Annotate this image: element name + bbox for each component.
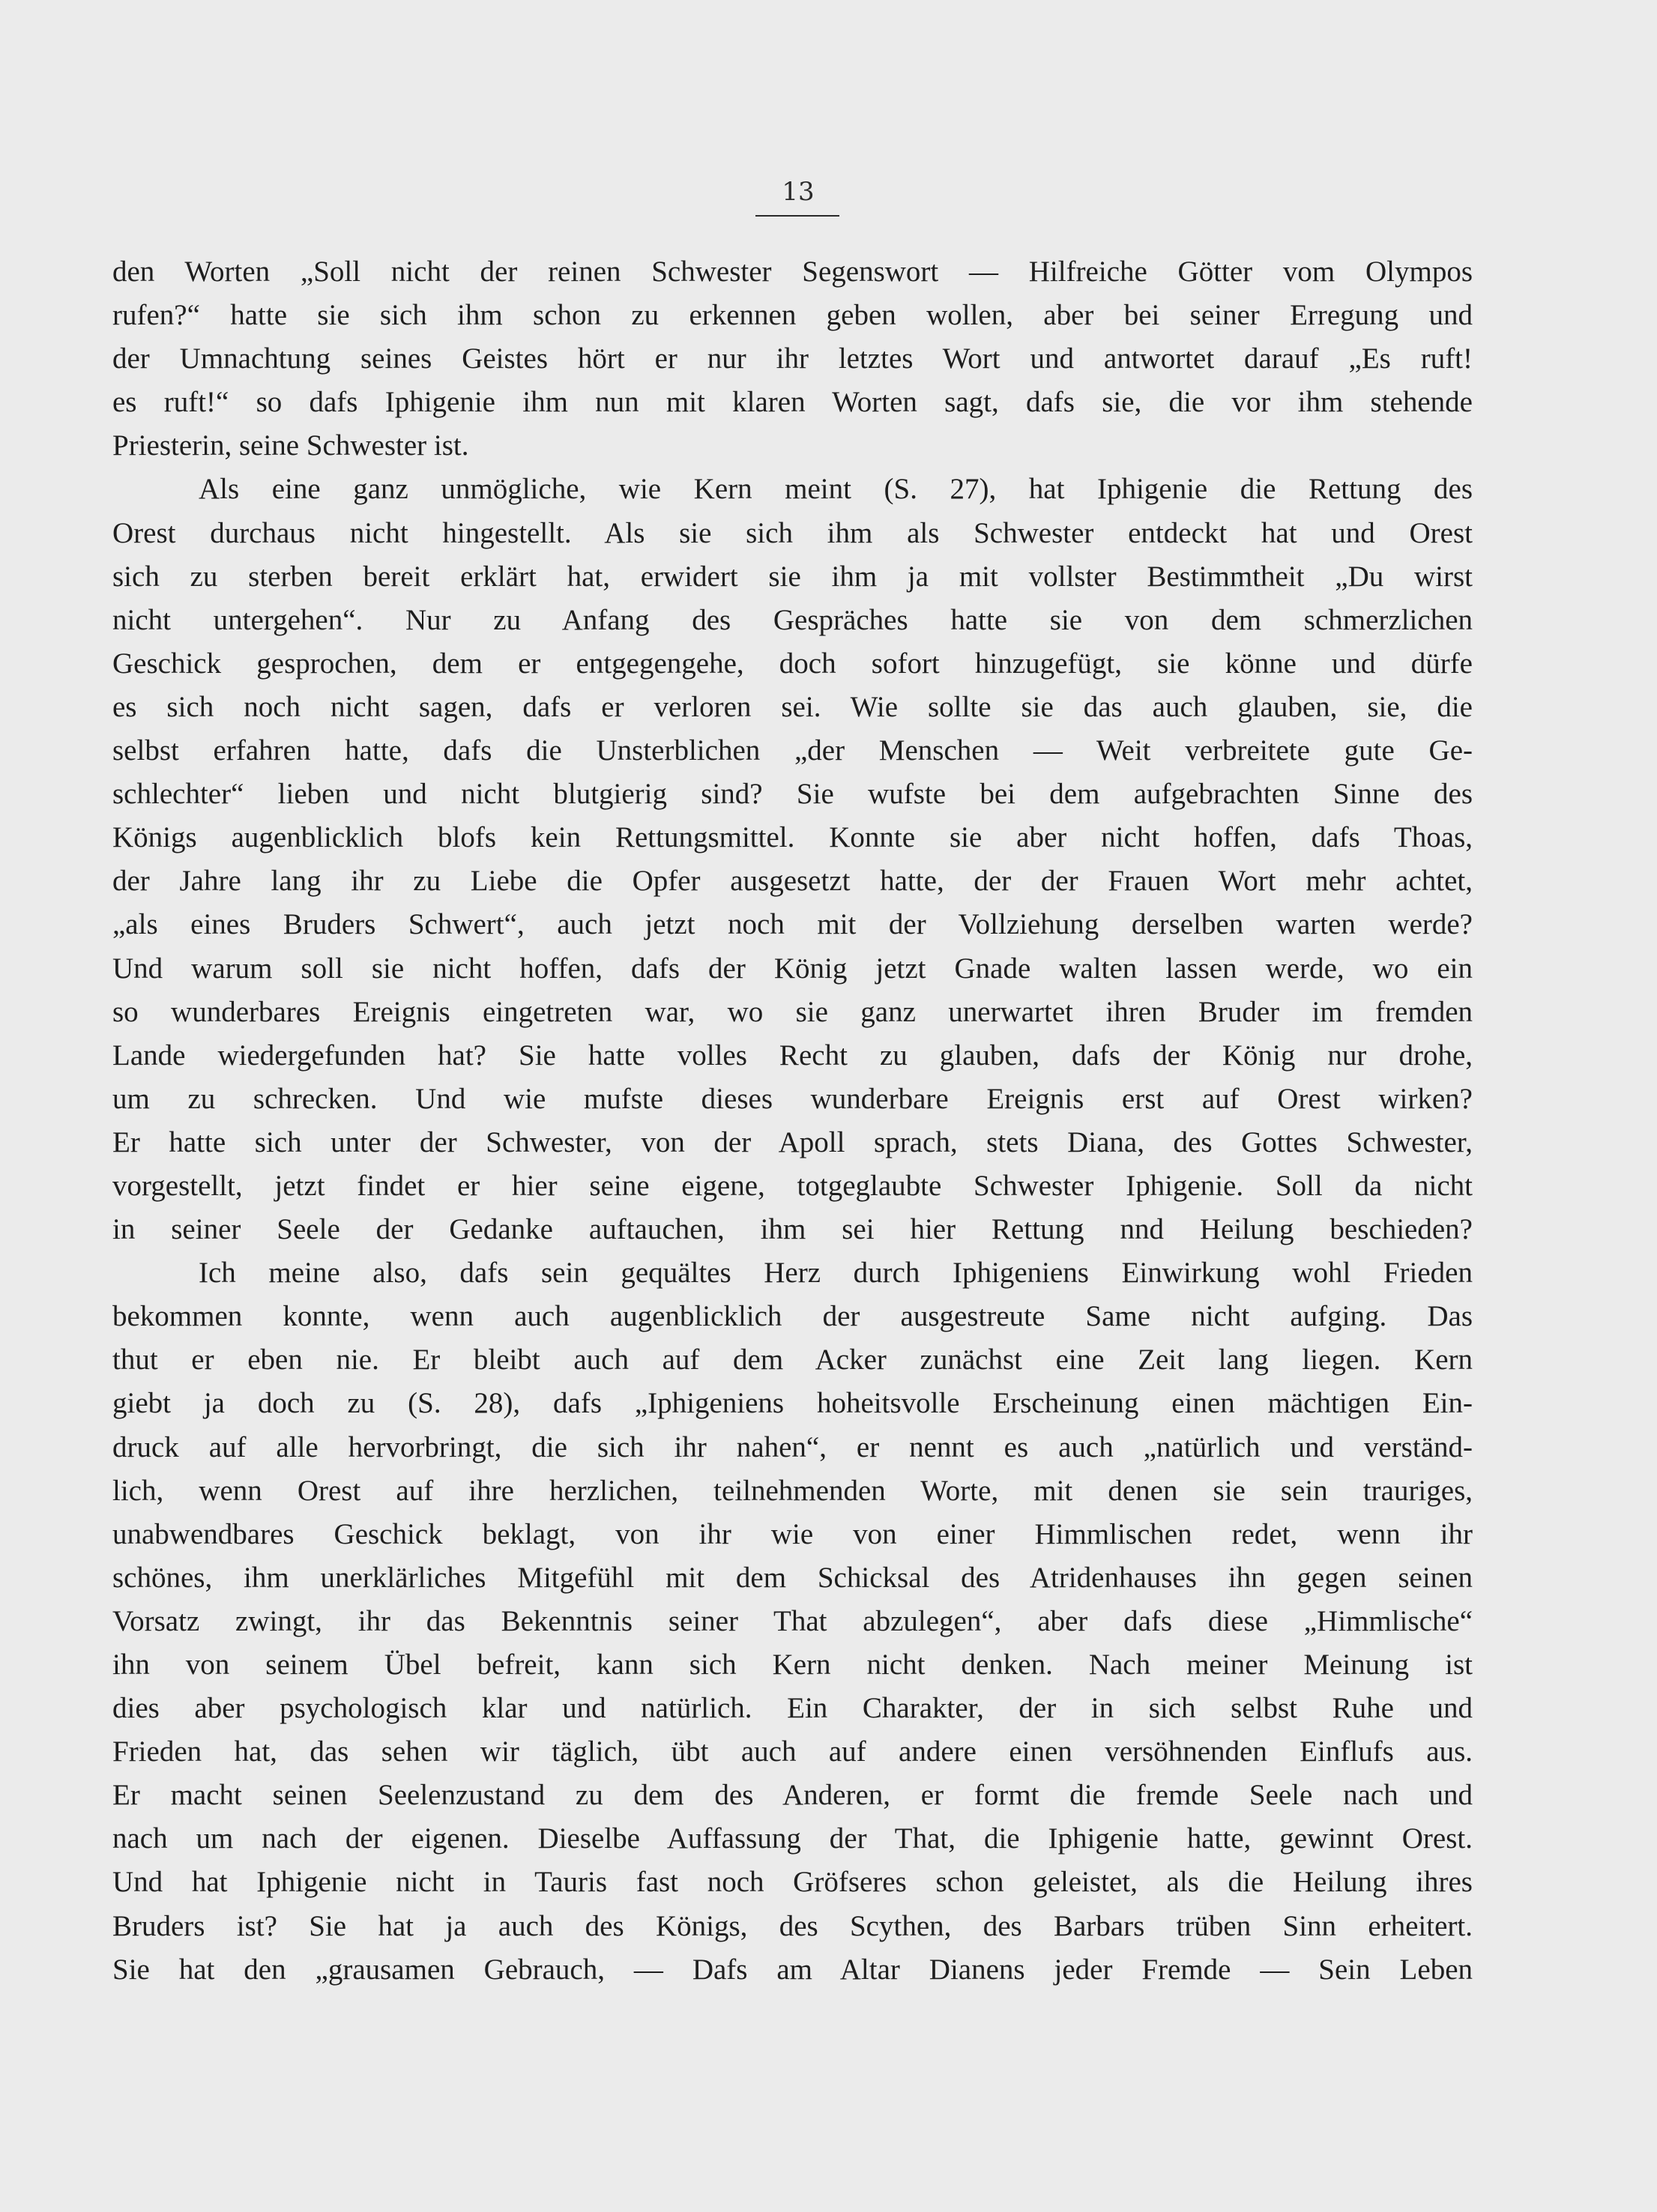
text-line: lich, wenn Orest auf ihre herzlichen, teilnehmenden Worte, mit denen sie sein trauriges, (112, 1474, 1473, 1507)
text-line: Und hat Iphigenie nicht in Tauris fast noch Gröfseres schon geleistet, als die Heilung ihres (112, 1866, 1473, 1899)
text-line: Königs augenblicklich blofs kein Rettungsmittel. Konnte sie aber nicht hoffen, dafs Thoas, (112, 821, 1473, 854)
text-line: rufen?“ hatte sie sich ihm schon zu erkennen geben wollen, aber bei seiner Erregung und (112, 299, 1473, 332)
text-line: Als eine ganz unmögliche, wie Kern meint (S. 27), hat Iphigenie die Rettung des (199, 473, 1473, 506)
text-line: es sich noch nicht sagen, dafs er verloren sei. Wie sollte sie das auch glauben, sie, die (112, 690, 1473, 723)
text-line: druck auf alle hervorbringt, die sich ihr nahen“, er nennt es auch „natürlich und verständ- (112, 1430, 1473, 1463)
text-line: den Worten „Soll nicht der reinen Schwester Segenswort — Hilfreiche Götter vom Olympos (112, 256, 1473, 288)
text-line: Sie hat den „grausamen Gebrauch, — Dafs am Altar Dianens jeder Fremde — Sein Leben (112, 1953, 1473, 1986)
body-text (112, 250, 1473, 1992)
text-line: ihn von seinem Übel befreit, kann sich Kern nicht denken. Nach meiner Meinung ist (112, 1649, 1473, 1681)
text-line: dies aber psychologisch klar und natürlich. Ein Charakter, der in sich selbst Ruhe und (112, 1692, 1473, 1725)
text-line: Und warum soll sie nicht hoffen, dafs der König jetzt Gnade walten lassen werde, wo ein (112, 952, 1473, 985)
text-line: „als eines Bruders Schwert“, auch jetzt noch mit der Vollziehung derselben warten werde? (112, 908, 1473, 941)
text-line: in seiner Seele der Gedanke auftauchen, ihm sei hier Rettung nnd Heilung beschieden? (112, 1213, 1473, 1246)
text-line: giebt ja doch zu (S. 28), dafs „Iphigeniens hoheitsvolle Erscheinung einen mächtigen Ein- (112, 1387, 1473, 1420)
text-line: nicht untergehen“. Nur zu Anfang des Gespräches hatte sie von dem schmerzlichen (112, 603, 1473, 636)
text-line: so wunderbares Ereignis eingetreten war, wo sie ganz unerwartet ihren Bruder im fremden (112, 995, 1473, 1028)
text-line: vorgestellt, jetzt findet er hier seine eigene, totgeglaubte Schwester Iphigenie. Soll da nicht (112, 1169, 1473, 1202)
text-line: selbst erfahren hatte, dafs die Unsterblichen „der Menschen — Weit verbreitete gute Ge- (112, 734, 1473, 767)
text-line: Er hatte sich unter der Schwester, von der Apoll sprach, stets Diana, des Gottes Schwester, (112, 1125, 1473, 1158)
text-line: Geschick gesprochen, dem er entgegengehe, doch sofort hinzugefügt, sie könne und dürfe (112, 647, 1473, 680)
text-line: um zu schrecken. Und wie mufste dieses wunderbare Ereignis erst auf Orest wirken? (112, 1082, 1473, 1115)
text-line: Lande wiedergefunden hat? Sie hatte volles Recht zu glauben, dafs der König nur drohe, (112, 1039, 1473, 1072)
text-line: Ich meine also, dafs sein gequältes Herz durch Iphigeniens Einwirkung wohl Frieden (199, 1257, 1473, 1290)
page-number-rule (755, 215, 839, 217)
text-line: nach um nach der eigenen. Dieselbe Auffassung der That, die Iphigenie hatte, gewinnt Orest. (112, 1822, 1473, 1855)
text-line: bekommen konnte, wenn auch augenblicklich der ausgestreute Same nicht aufging. Das (112, 1300, 1473, 1333)
text-line: Priesterin, seine Schwester ist. (112, 429, 469, 462)
text-line: schönes, ihm unerklärliches Mitgefühl mit dem Schicksal des Atridenhauses ihn gegen seinen (112, 1561, 1473, 1594)
page-number: 13 (782, 177, 815, 207)
text-line: unabwendbares Geschick beklagt, von ihr wie von einer Himmlischen redet, wenn ihr (112, 1517, 1473, 1550)
text-line: es ruft!“ so dafs Iphigenie ihm nun mit klaren Worten sagt, dafs sie, die vor ihm stehende (112, 386, 1473, 419)
text-line: schlechter“ lieben und nicht blutgierig sind? Sie wufste bei dem aufgebrachten Sinne des (112, 778, 1473, 811)
text-line: Er macht seinen Seelenzustand zu dem des Anderen, er formt die fremde Seele nach und (112, 1779, 1473, 1812)
text-line: Orest durchaus nicht hingestellt. Als sie sich ihm als Schwester entdeckt hat und Orest (112, 516, 1473, 549)
text-line: Frieden hat, das sehen wir täglich, übt auch auf andere einen versöhnenden Einflufs aus. (112, 1735, 1473, 1768)
text-line: der Umnachtung seines Geistes hört er nur ihr letztes Wort und antwortet darauf „Es ruft! (112, 342, 1473, 375)
text-line: sich zu sterben bereit erklärt hat, erwidert sie ihm ja mit vollster Bestimmtheit „Du wirst (112, 560, 1473, 593)
text-line: der Jahre lang ihr zu Liebe die Opfer ausgesetzt hatte, der der Frauen Wort mehr achtet, (112, 865, 1473, 898)
text-line: Vorsatz zwingt, ihr das Bekenntnis seiner That abzulegen“, aber dafs diese „Himmlische“ (112, 1604, 1473, 1637)
text-line: Bruders ist? Sie hat ja auch des Königs, des Scythen, des Barbars trüben Sinn erheitert. (112, 1909, 1473, 1942)
text-line: thut er eben nie. Er bleibt auch auf dem Acker zunächst eine Zeit lang liegen. Kern (112, 1344, 1473, 1377)
